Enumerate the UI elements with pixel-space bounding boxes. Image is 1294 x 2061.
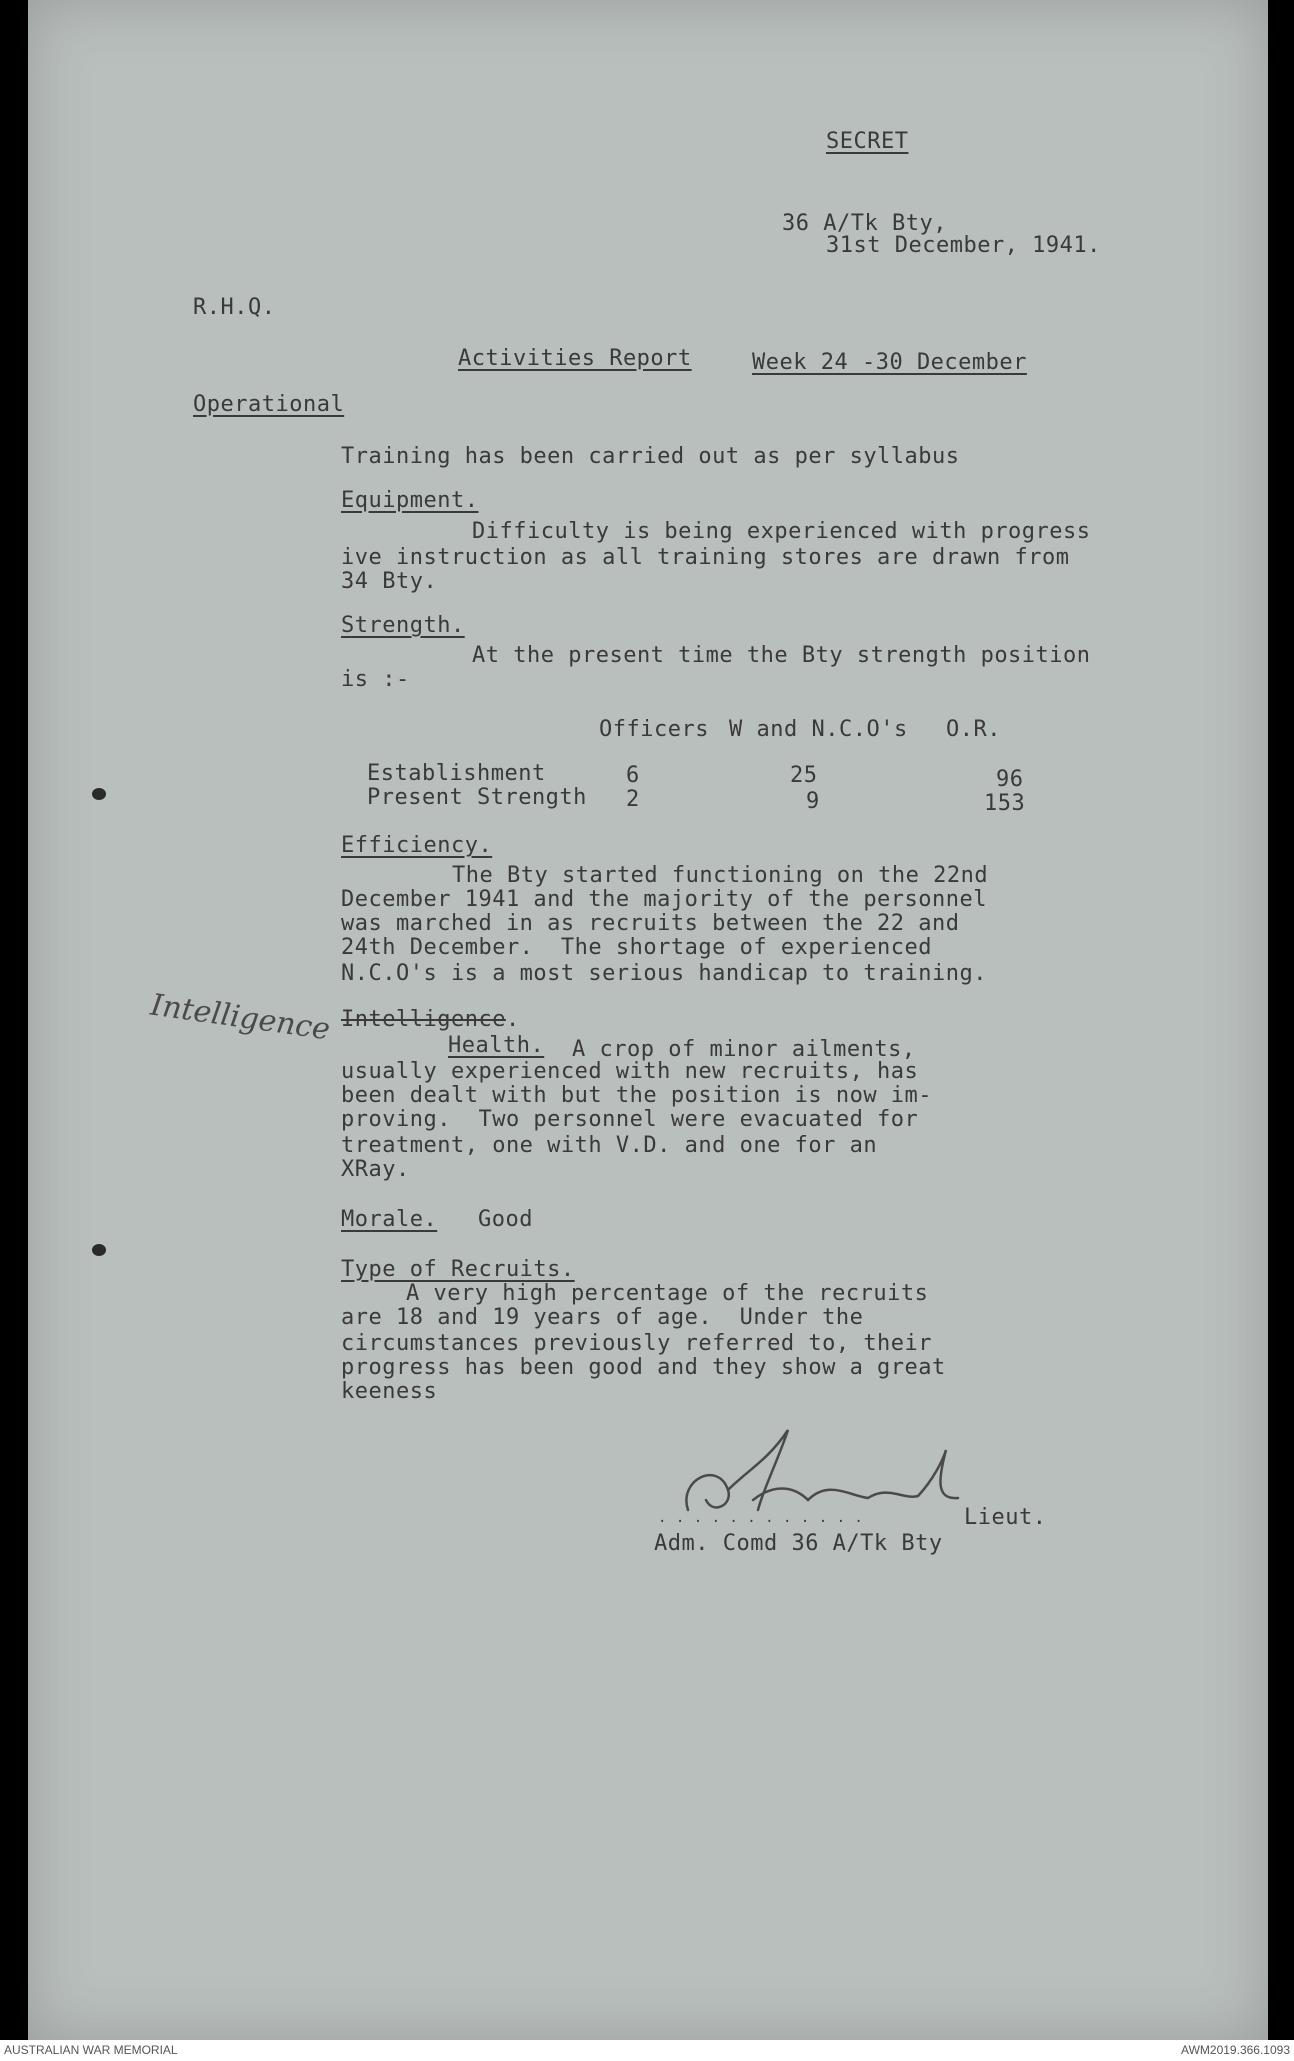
efficiency-heading: Efficiency. [341, 833, 493, 858]
strength-heading: Strength. [341, 613, 465, 638]
health-line-2: usually experienced with new recruits, has [341, 1059, 919, 1084]
punch-hole-top [92, 788, 106, 800]
row-establishment-label: Establishment [367, 761, 546, 786]
efficiency-line-1: The Bty started functioning on the 22nd [452, 863, 989, 888]
health-line-3: been dealt with but the position is now im- [341, 1083, 933, 1108]
recruits-line-3: circumstances previously referred to, their [341, 1331, 933, 1356]
classification: SECRET [826, 129, 909, 154]
efficiency-line-2: December 1941 and the majority of the personnel [341, 887, 988, 912]
recruits-heading: Type of Recruits. [341, 1257, 575, 1282]
recruits-line-2: are 18 and 19 years of age. Under the [341, 1305, 864, 1330]
morale-heading: Morale. [341, 1207, 438, 1232]
recruits-line-5: keeness [341, 1379, 438, 1404]
col-or: O.R. [946, 717, 1001, 742]
health-line-6: XRay. [341, 1157, 410, 1182]
efficiency-line-5: N.C.O's is a most serious handicap to training. [341, 961, 988, 986]
health-line-4: proving. Two personnel were evacuated for [341, 1107, 919, 1132]
strength-line-2: is :- [341, 667, 410, 692]
footer-bar [0, 2040, 1294, 2061]
date-line: 31st December, 1941. [826, 233, 1101, 258]
signature-rank: Lieut. [964, 1505, 1047, 1530]
health-heading: Health. [448, 1033, 545, 1058]
strength-line-1: At the present time the Bty strength position [472, 643, 1091, 668]
row-present-officers: 2 [626, 787, 640, 812]
signature-dots: . . . . . . . . . . . . [658, 1510, 864, 1526]
row-present-ncos: 9 [806, 789, 820, 814]
addressee: R.H.Q. [193, 295, 276, 320]
signature-title: Adm. Comd 36 A/Tk Bty [654, 1531, 943, 1556]
intelligence-heading [341, 1008, 520, 1032]
operational-text: Training has been carried out as per syllabus [341, 444, 960, 469]
health-line-1: A crop of minor ailments, [572, 1037, 916, 1062]
intelligence-period: . [505, 1007, 520, 1032]
equipment-line-1: Difficulty is being experienced with progress [472, 519, 1091, 544]
report-title: Activities Report [458, 346, 692, 371]
recruits-line-4: progress has been good and they show a great [341, 1355, 946, 1380]
unit-line: 36 A/Tk Bty, [782, 211, 947, 236]
report-week: Week 24 -30 December [752, 350, 1027, 375]
health-line-5: treatment, one with V.D. and one for an [341, 1133, 878, 1158]
document-page [28, 0, 1268, 2040]
row-establishment-or: 96 [996, 767, 1024, 792]
col-officers: Officers [599, 717, 709, 742]
equipment-heading: Equipment. [341, 488, 479, 513]
row-present-or: 153 [984, 791, 1026, 816]
intelligence-struck: Intelligence [341, 1007, 506, 1032]
equipment-line-3: 34 Bty. [341, 569, 438, 594]
row-present-label: Present Strength [367, 785, 587, 810]
footer-right: AWM2019.366.1093 [1181, 2043, 1290, 2057]
row-establishment-ncos: 25 [790, 763, 818, 788]
row-establishment-officers: 6 [626, 763, 640, 788]
efficiency-line-3: was marched in as recruits between the 22 and [341, 911, 960, 936]
efficiency-line-4: 24th December. The shortage of experienced [341, 935, 933, 960]
col-wo-ncos: W and N.C.O's [729, 717, 908, 742]
recruits-line-1: A very high percentage of the recruits [406, 1281, 929, 1306]
operational-heading: Operational [193, 392, 345, 417]
equipment-line-2: ive instruction as all training stores are drawn from [341, 545, 1070, 570]
morale-value: Good [478, 1207, 533, 1232]
punch-hole-bottom [92, 1244, 106, 1256]
footer-left: AUSTRALIAN WAR MEMORIAL [4, 2043, 178, 2057]
margin-note-handwritten: Intelligence [148, 987, 333, 1048]
